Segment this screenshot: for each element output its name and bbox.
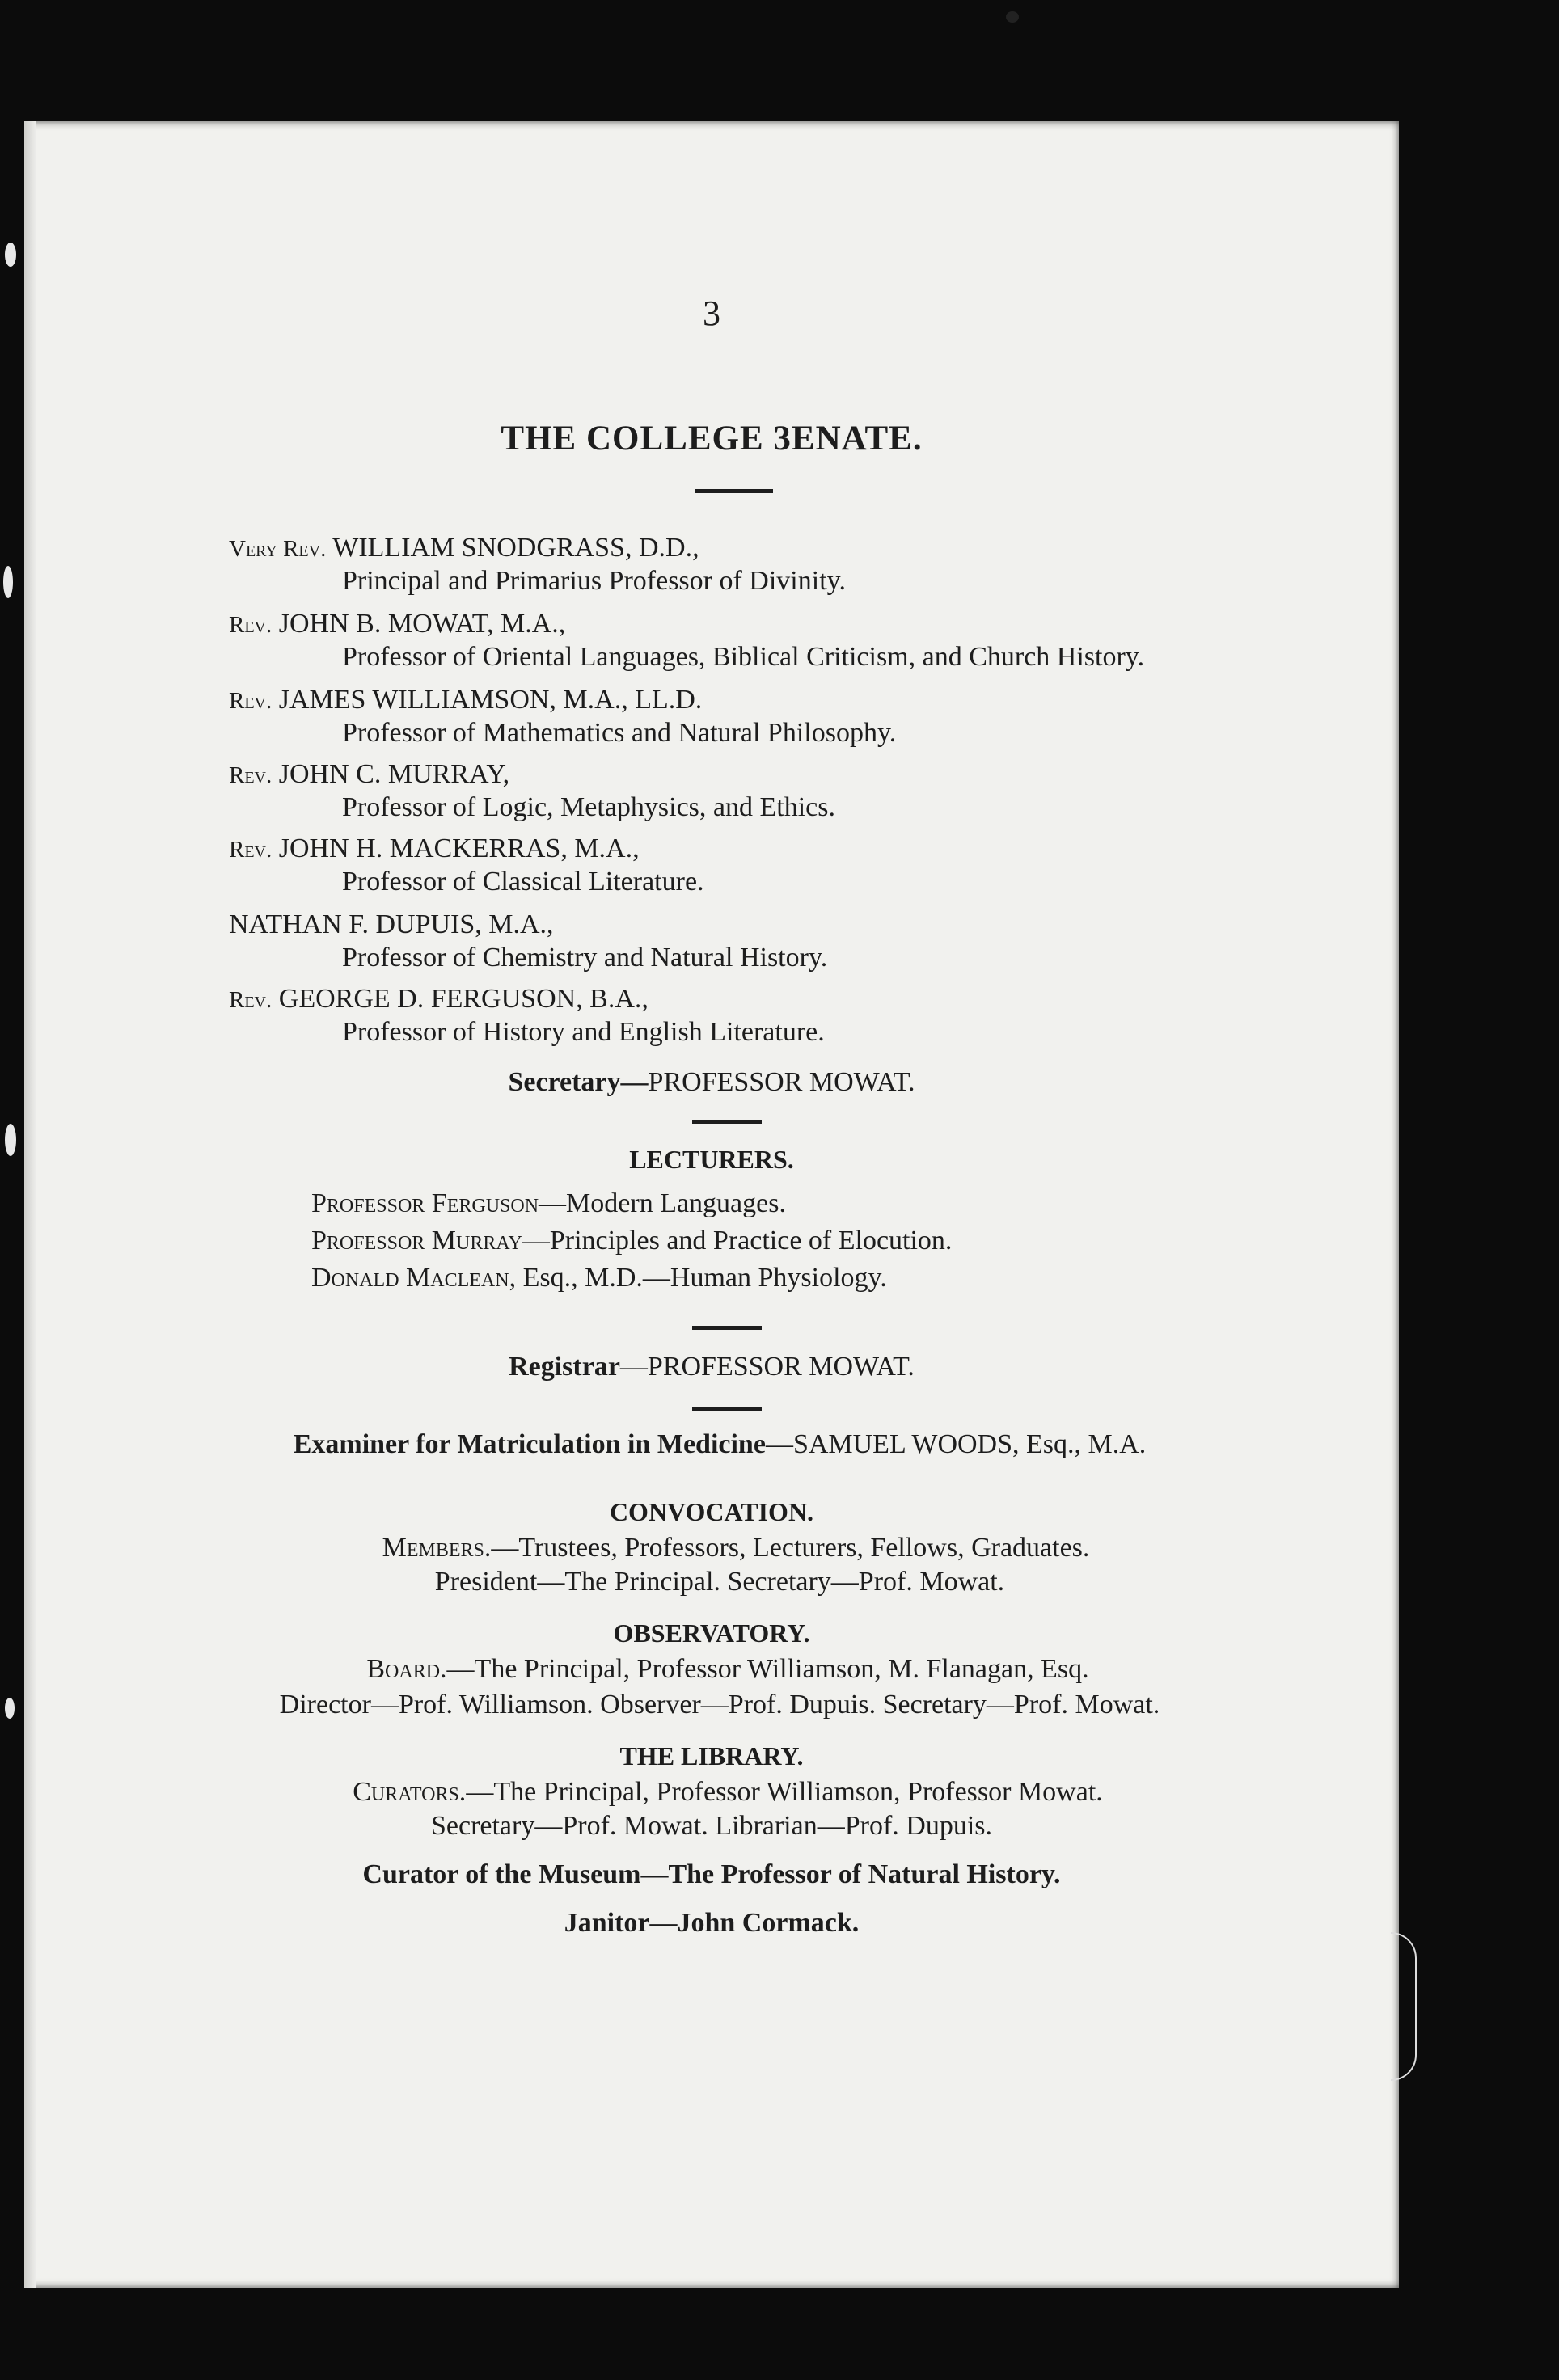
convocation-officers: President—The Principal. Secretary—Prof. Mowat. (434, 1567, 1005, 1597)
senate-entry (229, 758, 835, 824)
senate-entry (229, 608, 1144, 673)
registrar-line (24, 1352, 1399, 1382)
lecturer-subject: Esq., M.D.—Human Physiology. (516, 1263, 887, 1293)
lecturer-name: Professor Murray (311, 1226, 522, 1255)
members-value: —Trustees, Professors, Lecturers, Fellows, Graduates. (491, 1533, 1090, 1563)
entry-prefix: Rev. (229, 987, 273, 1013)
observatory-officers: Director—Prof. Williamson. Observer—Prof. Dupuis. Secretary—Prof. Mowat. (279, 1690, 1160, 1720)
entry-role: Professor of History and English Literature. (342, 1017, 825, 1047)
divider (692, 1407, 762, 1411)
members-label: Members. (382, 1533, 492, 1563)
senate-entry (229, 909, 827, 974)
library-heading: THE LIBRARY. (619, 1741, 804, 1770)
lecturers-heading: LECTURERS. (629, 1145, 794, 1174)
scan-speck (5, 1124, 16, 1156)
convocation-heading: CONVOCATION. (609, 1497, 814, 1526)
observatory-board (40, 1654, 1415, 1685)
entry-prefix: Very Rev. (229, 536, 327, 562)
entry-name: WILLIAM SNODGRASS, D.D., (332, 533, 699, 563)
entry-name: JOHN B. MOWAT, M.A., (278, 609, 566, 639)
entry-name: JOHN C. MURRAY, (278, 759, 510, 789)
entry-role: Principal and Primarius Professor of Divinity. (342, 566, 846, 596)
secretary-value: PROFESSOR MOWAT. (648, 1067, 915, 1097)
senate-entry (229, 983, 825, 1049)
lecturer-subject: —Principles and Practice of Elocution. (522, 1226, 953, 1255)
examiner-value: —SAMUEL WOODS, Esq., M.A. (765, 1429, 1147, 1459)
curators-value: —The Principal, Professor Williamson, Professor Mowat. (466, 1777, 1103, 1807)
entry-name: NATHAN F. DUPUIS, M.A., (229, 909, 554, 939)
entry-role: Professor of Oriental Languages, Biblical Criticism, and Church History. (342, 642, 1145, 672)
lecturer-line (311, 1226, 952, 1256)
senate-entry (229, 532, 846, 597)
entry-prefix: Rev. (229, 612, 273, 638)
registrar-value: —PROFESSOR MOWAT. (619, 1352, 915, 1382)
loose-thread (1391, 1932, 1417, 2081)
lecturer-subject: —Modern Languages. (539, 1188, 786, 1218)
page-number: 3 (703, 293, 720, 333)
examiner-label: Examiner for Matriculation in Medicine (293, 1429, 766, 1459)
lecturer-name: Professor Ferguson (311, 1188, 539, 1218)
scan-speck (5, 243, 16, 267)
janitor-line: Janitor—John Cormack. (564, 1908, 860, 1938)
entry-role: Professor of Classical Literature. (342, 867, 704, 897)
library-officers: Secretary—Prof. Mowat. Librarian—Prof. Dupuis. (430, 1811, 992, 1841)
scan-speck (3, 566, 13, 598)
divider (695, 489, 773, 493)
entry-role: Professor of Logic, Metaphysics, and Ethics. (342, 792, 835, 822)
lecturer-line (311, 1188, 786, 1219)
library-curators (40, 1777, 1415, 1808)
board-label: Board. (366, 1654, 447, 1684)
examiner-line (32, 1429, 1407, 1460)
entry-name: GEORGE D. FERGUSON, B.A., (278, 984, 649, 1014)
page-title: THE COLLEGE 3ENATE. (501, 420, 923, 458)
registrar-label: Registrar (509, 1352, 620, 1382)
entry-prefix: Rev. (229, 688, 273, 714)
scan-speck (5, 1698, 15, 1719)
divider (692, 1120, 762, 1124)
convocation-members (49, 1533, 1423, 1563)
entry-name: JAMES WILLIAMSON, M.A., LL.D. (278, 685, 703, 715)
page-content (24, 121, 1399, 2288)
secretary-label: Secretary— (508, 1067, 649, 1097)
senate-secretary (24, 1067, 1399, 1098)
document-page (24, 121, 1399, 2288)
entry-role: Professor of Chemistry and Natural History. (342, 943, 828, 973)
divider (692, 1326, 762, 1330)
entry-prefix: Rev. (229, 837, 273, 863)
lecturer-line (311, 1263, 887, 1293)
observatory-heading: OBSERVATORY. (613, 1618, 810, 1648)
entry-name: JOHN H. MACKERRAS, M.A., (278, 833, 640, 863)
senate-entry (229, 833, 704, 898)
entry-prefix: Rev. (229, 762, 273, 788)
museum-curator: Curator of the Museum—The Professor of Natural History. (362, 1859, 1061, 1889)
scan-speck (1006, 11, 1019, 23)
entry-role: Professor of Mathematics and Natural Philosophy. (342, 718, 897, 748)
board-value: —The Principal, Professor Williamson, M. Flanagan, Esq. (446, 1654, 1089, 1684)
senate-entry (229, 684, 896, 749)
lecturer-name: Donald Maclean, (311, 1263, 517, 1293)
curators-label: Curators. (353, 1777, 467, 1807)
